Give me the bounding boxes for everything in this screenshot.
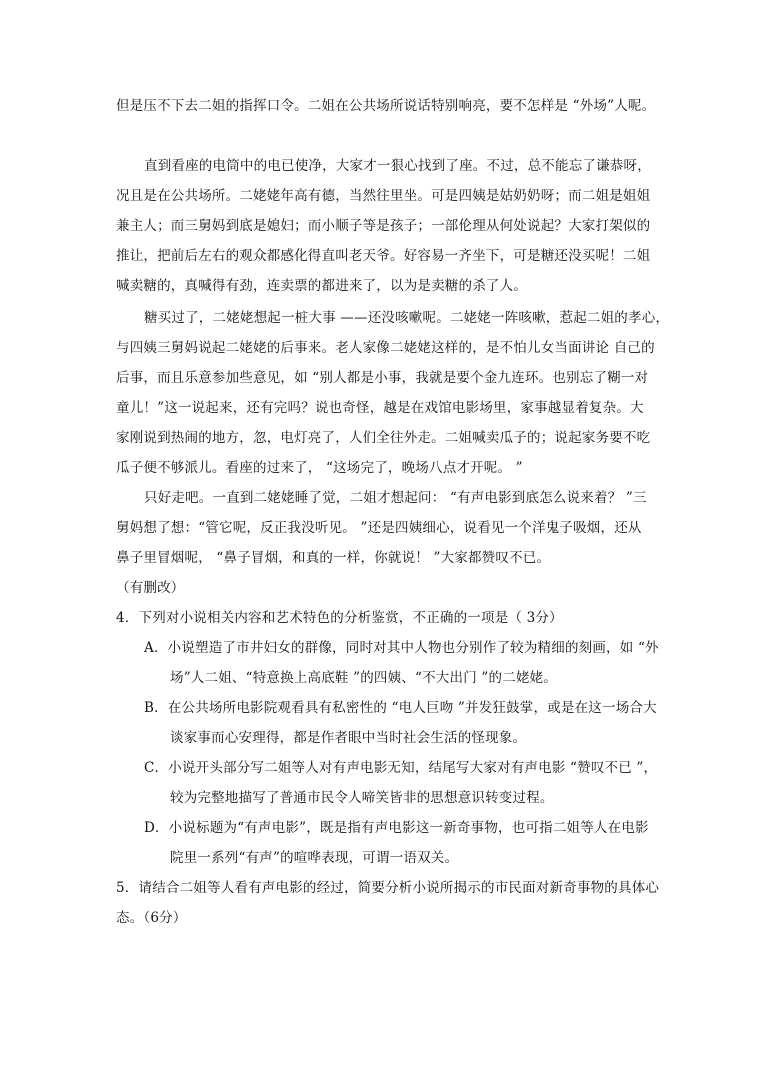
passage-line: 家刚说到热闹的地方，忽，电灯亮了，人们全往外走。二姐喊卖瓜子的；说起家务要不吃 (116, 430, 651, 446)
passage-line: 推让，把前后左右的观众都感化得直叫老天爷。好容易一齐坐下，可是糖还没买呢！二姐 (116, 248, 651, 264)
passage-line: 兼主人；而三舅妈到底是媳妇；而小顺子等是孩子；一部伦理从何处说起？大家打架似的 (116, 218, 651, 234)
passage-line: 直到看座的电筒中的电已使净，大家才一狠心找到了座。不过，总不能忘了谦恭呀， (144, 158, 651, 174)
option-d: D．小说标题为“有声电影”，既是指有声电影这一新奇事物，也可指二姐等人在电影 (144, 820, 649, 836)
passage-line: 喊卖糖的，真喊得有劲，连卖票的都进来了，以为是卖糖的杀了人。 (116, 278, 527, 294)
question-stem: 5．请结合二姐等人看有声电影的经过，简要分析小说所揭示的市民面对新奇事物的具体心 (116, 880, 660, 896)
question-stem-cont: 态。（6分） (116, 910, 187, 926)
passage-line: 但是压不下去二姐的指挥口令。二姐在公共场所说话特别响亮，要不怎样是 “外场”人呢。 (116, 98, 656, 114)
passage-line: 童儿！”这一说起来，还有完吗？说也奇怪，越是在戏馆电影场里，家事越显着复杂。大 (116, 400, 644, 416)
option-b-cont: 谈家事而心安理得，都是作者眼中当时社会生活的怪现象。 (170, 730, 527, 746)
passage-line: 糖买过了，二姥姥想起一桩大事 ——还没咳嗽呢。二姥姥一阵咳嗽，惹起二姐的孝心， (144, 310, 670, 326)
option-a-cont: 场”人二姐、“特意换上高底鞋 ”的四姨、“不大出门 ”的二姥姥。 (170, 670, 557, 686)
revision-note: （有删改） (116, 580, 185, 596)
passage-line: 况且是在公共场所。二姥姥年高有德，当然往里坐。可是四姨是姑奶奶呀；而二姐是姐姐 (116, 188, 651, 204)
passage-line: 后事，而且乐意参加些意见，如 “别人都是小事，我就是要个金九连环。也别忘了糊一对 (116, 370, 649, 386)
passage-line: 舅妈想了想：“管它呢，反正我没听见。 ”还是四姨细心，说看见一个洋鬼子吸烟，还从 (116, 520, 642, 536)
option-b: B．在公共场所电影院观看具有私密性的 “电人巨吻 ”并发狂鼓掌，或是在这一场合大 (144, 700, 657, 716)
option-a: A．小说塑造了市井妇女的群像，同时对其中人物也分别作了较为精细的刻画，如 “外 (144, 640, 659, 656)
option-d-cont: 院里一系列“有声”的喧哗表现，可谓一语双关。 (170, 850, 459, 866)
option-c: C．小说开头部分写二姐等人对有声电影无知，结尾写大家对有声电影 “赞叹不已 ”， (144, 760, 658, 776)
passage-line: 瓜子便不够派儿。看座的过来了， “这场完了，晚场八点才开呢。 ” (116, 460, 523, 476)
passage-line: 只好走吧。一直到二姥姥睡了觉，二姐才想起问： “有声电影到底怎么说来着？ ”三 (144, 490, 647, 506)
option-c-cont: 较为完整地描写了普通市民令人啼笑皆非的思想意识转变过程。 (170, 790, 554, 806)
passage-line: 鼻子里冒烟呢， “鼻子冒烟，和真的一样，你就说！ ”大家都赞叹不已。 (116, 550, 551, 566)
passage-line: 与四姨三舅妈说起二姥姥的后事来。老人家像二姥姥这样的，是不怕儿女当面讲论 自己的 (116, 340, 655, 356)
question-stem: 4．下列对小说相关内容和艺术特色的分析鉴赏，不正确的一项是（ 3分） (116, 610, 563, 626)
